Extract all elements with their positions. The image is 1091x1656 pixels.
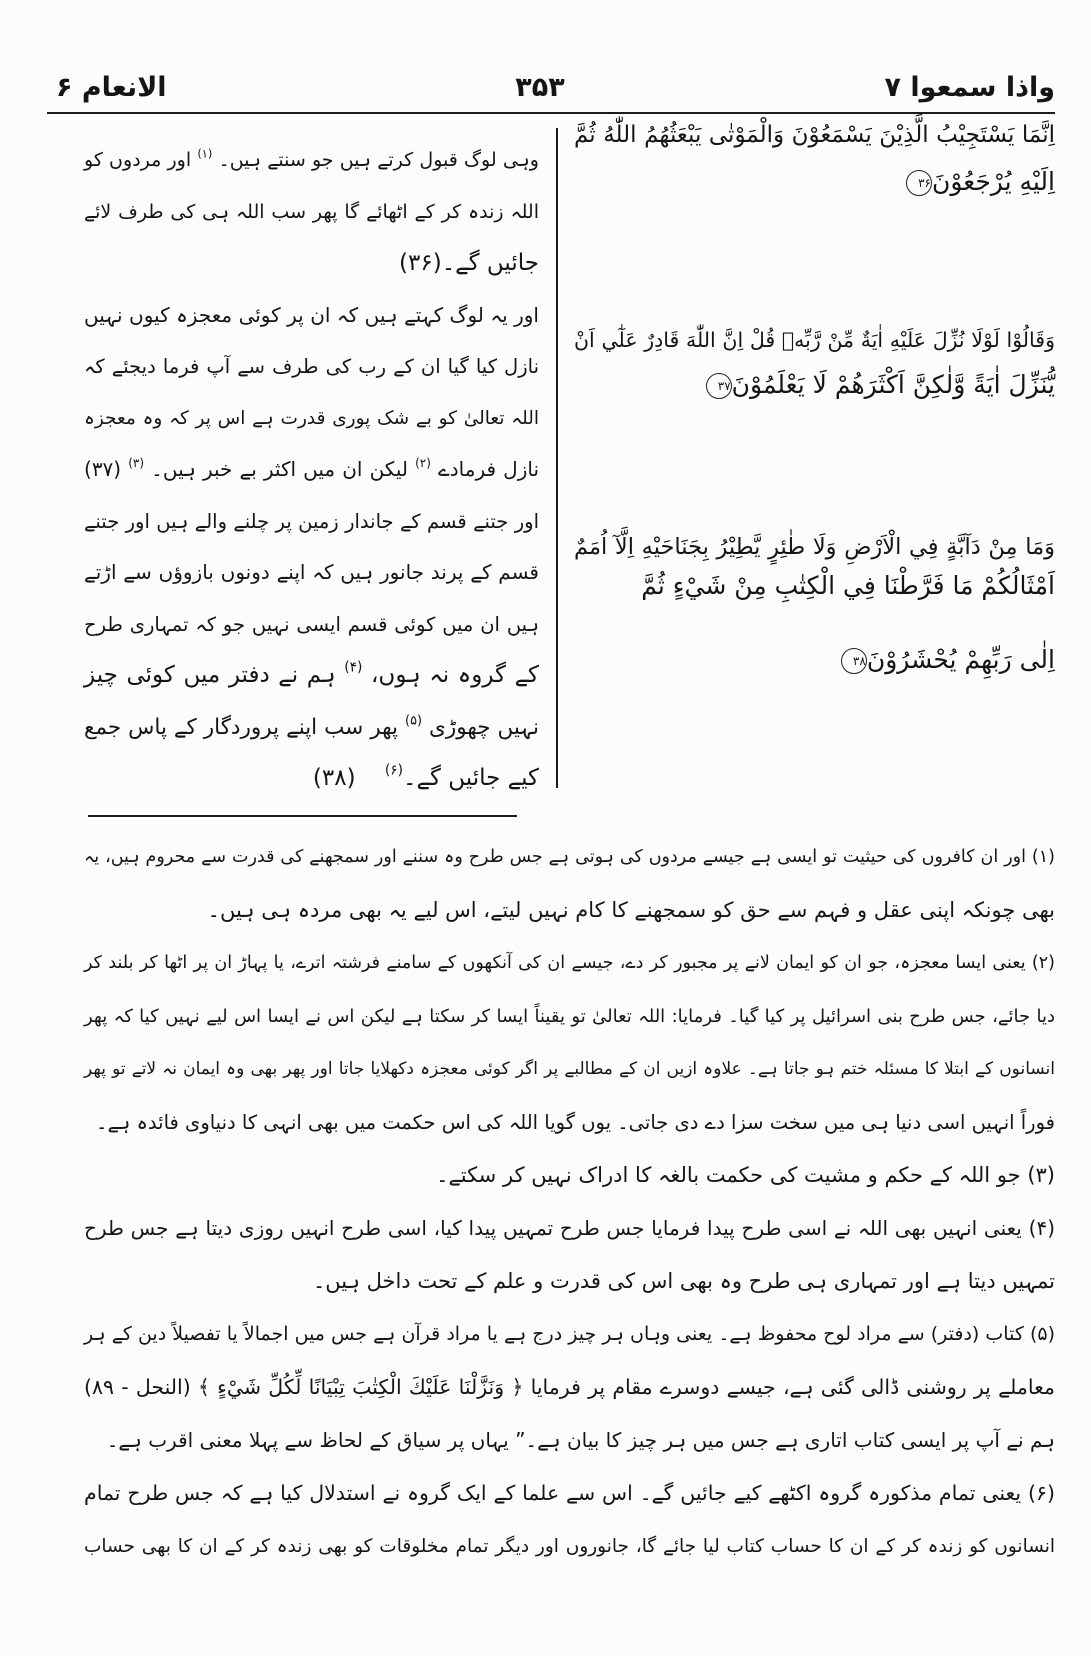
footnote-ref: (۵) <box>405 712 423 728</box>
verse-text: يُّنَزِّلَ اٰيَةً وَّلٰكِنَّ اَكْثَرَهُمْ لَا يَعْلَمُوْنَ <box>731 370 1055 399</box>
footnote-line-3: (۲) یعنی ایسا معجزہ، جو ان کو ایمان لانے پر مجبور کر دے، جیسے ان کی آنکھوں کے سامنے فرشتہ اترے، یا پہاڑ ان پر اٹھا کر بلند کر <box>84 953 1055 973</box>
translation-line-7 <box>84 444 539 496</box>
verse-38-line-2: اَمْثَالُكُمْ مَا فَرَّطْنَا فِي الْكِتٰبِ مِنْ شَيْءٍ ثُمَّ <box>641 571 1055 600</box>
footnotes <box>84 831 1055 1573</box>
verse-text: اِلٰى رَبِّهِمْ يُحْشَرُوْنَ <box>866 645 1055 674</box>
translation-text: وہی لوگ قبول کرتے ہیں جو سنتے ہیں۔ <box>218 149 539 171</box>
running-head-surah-name: الانعام ۶ <box>56 72 167 103</box>
footnote-line-8: (۴) یعنی انہیں بھی اللہ نے اسی طرح پیدا فرمایا جس طرح تمہیں پیدا کیا، اسی طرح انہیں روزی دیتا ہے جس طرح <box>84 1216 1055 1240</box>
footnote-ref: (۲) <box>415 456 431 470</box>
translation-line-8: اور جتنے قسم کے جاندار زمین پر چلنے والے ہیں اور جتنے <box>84 509 539 533</box>
translation-text: نازل فرمادے <box>438 457 540 481</box>
translation-text: ہم نے دفتر میں کوئی چیز <box>84 662 336 688</box>
footnote-line-12: ہم نے آپ پر ایسی کتاب اتاری ہے جس میں ہر چیز کا بیان ہے۔” یہاں پر سیاق کے لحاظ سے پہلا معنی اقرب ہے۔ <box>106 1428 1055 1452</box>
footnote-line-2: بھی چونکہ اپنی عقل و فہم سے حق کو سمجھنے کا کام نہیں لیتے، اس لیے یہ بھی مردہ ہی ہیں۔ <box>207 898 1055 922</box>
footnote-line-10: (۵) کتاب (دفتر) سے مراد لوح محفوظ ہے۔ یعنی وہاں ہر چیز درج ہے یا مراد قرآن ہے جس میں اجمالاً یا تفصیلاً دین کے ہر <box>84 1323 1055 1345</box>
verse-38-line-1: وَمَا مِنْ دَآبَّةٍ فِي الْاَرْضِ وَلَا طٰئِرٍ يَّطِيْرُ بِجَنَاحَيْهِ اِلَّآ اُمَمٌ <box>574 534 1055 560</box>
translation-text: پھر سب اپنے پروردگار کے پاس جمع <box>84 714 399 740</box>
footnote-line-14: انسانوں کو زندہ کر کے ان کا حساب کتاب لیا جائے گا، جانوروں اور دیگر تمام مخلوقات کو بھی زندہ کر کے ان کا بھی حساب <box>84 1536 1055 1557</box>
footnote-ref: (۶) <box>384 762 404 779</box>
verse-number-marker: ۳۸ <box>841 648 867 674</box>
translation-text: کے گروہ نہ ہوں، <box>371 662 540 688</box>
translation-line-2: اللہ زندہ کر کے اٹھائے گا پھر سب اللہ ہی کی طرف لائے <box>84 200 539 223</box>
column-divider <box>556 128 558 788</box>
translation-line-11 <box>84 650 539 702</box>
footnote-line-4: دیا جائے، جس طرح بنی اسرائیل پر کیا گیا۔ فرمایا: اللہ تعالیٰ تو یقیناً ایسا کر سکتا ہے لیکن اس نے ایسا اس لیے نہیں کیا کہ پھر <box>84 1006 1055 1027</box>
footnote-line-9: تمہیں دیتا ہے اور تمہاری ہی طرح وہ بھی اس کی قدرت و علم کے تحت داخل ہیں۔ <box>312 1269 1055 1293</box>
translation-line-4: اور یہ لوگ کہتے ہیں کہ ان پر کوئی معجزہ کیوں نہیں <box>84 302 539 327</box>
footnote-ref: (۱) <box>197 146 213 161</box>
verse-38-line-3 <box>574 640 1055 680</box>
translation-text: لیکن ان میں اکثر بے خبر ہیں۔ <box>151 457 408 481</box>
footnote-line-5: انسانوں کے ابتلا کا مسئلہ ختم ہو جاتا ہے۔ علاوہ ازیں ان کے مطالبے پر اگر کوئی معجزہ دکھلایا جاتا اور پھر بھی وہ ایمان نہ لاتے تو پھر <box>84 1059 1055 1079</box>
translation-line-13 <box>84 753 539 805</box>
translation-line-1 <box>84 135 539 187</box>
translation-line-6: اللہ تعالیٰ کو بے شک پوری قدرت ہے اس پر کہ وہ معجزہ <box>84 407 539 429</box>
verse-36-line-1: اِنَّمَا يَسْتَجِيْبُ الَّذِيْنَ يَسْمَعُوْنَ وَالْمَوْتٰى يَبْعَثُهُمُ اللّٰهُ ثُمَّ <box>574 122 1055 148</box>
verse-37-line-2 <box>574 365 1055 405</box>
footnote-line-13: (۶) یعنی تمام مذکورہ گروہ اکٹھے کیے جائیں گے۔ اس سے علما کے ایک گروہ نے استدلال کیا ہے کہ جس طرح تمام <box>84 1481 1055 1505</box>
verse-number: (۳۸) <box>312 765 356 791</box>
footnote-separator <box>88 815 517 817</box>
translation-text: اور مردوں کو <box>84 149 192 171</box>
verse-number: (۳۷) <box>84 457 122 481</box>
translation-text: نہیں چھوڑی <box>429 714 539 740</box>
translation-line-5: نازل کیا گیا ان کے رب کی طرف سے آپ فرما دیجئے کہ <box>84 355 539 378</box>
footnote-ref: (۴) <box>344 659 363 676</box>
footnote-line-1: (۱) اور ان کافروں کی حیثیت تو ایسی ہے جیسے مردوں کی ہوتی ہے جس طرح وہ سننے اور سمجھنے کی قدرت سے محروم ہیں، یہ <box>84 847 1055 867</box>
translation-line-9: قسم کے پرند جانور ہیں کہ اپنے دونوں بازوؤں سے اڑتے <box>84 560 539 584</box>
footnote-line-7: (۳) جو اللہ کے حکم و مشیت کی حکمت بالغہ کا ادراک نہیں کر سکتے۔ <box>436 1163 1055 1187</box>
translation-line-3: جائیں گے۔(۳۶) <box>399 250 539 276</box>
translation-column <box>84 135 539 805</box>
translation-line-12 <box>84 702 539 754</box>
verse-number-marker: ۳۷ <box>706 373 732 399</box>
running-head-part-name: واذا سمعوا ۷ <box>884 72 1055 103</box>
verse-text: اِلَيْهِ يُرْجَعُوْنَ <box>932 167 1055 196</box>
translation-line-10: ہیں ان میں کوئی قسم ایسی نہیں جو کہ تمہاری طرح <box>84 612 539 636</box>
footnote-ref: (۳) <box>128 456 145 470</box>
page-number: ۳۵۳ <box>515 72 565 103</box>
footnote-line-6: فوراً انہیں اسی دنیا ہی میں سخت سزا دے دی جاتی۔ یوں گویا اللہ کی اس حکمت میں بھی انہی کا دنیاوی فائدہ ہے۔ <box>96 1111 1055 1134</box>
translation-text: کیے جائیں گے۔ <box>403 765 539 791</box>
verse-number-marker: ۳۶ <box>906 170 932 196</box>
verse-36-line-2 <box>574 162 1055 202</box>
footnote-line-11: معاملے پر روشنی ڈالی گئی ہے، جیسے دوسرے مقام پر فرمایا ﴿ وَنَزَّلْنَا عَلَيْكَ الْكِتٰبَ تِبْيَانًا لِّكُلِّ شَيْءٍ ﴾ (النحل - ۸۹) <box>84 1375 1055 1399</box>
verse-37-line-1: وَقَالُوْا لَوْلَا نُزِّلَ عَلَيْهِ اٰيَةٌ مِّنْ رَّبِّهٖ قُلْ اِنَّ اللّٰهَ قَادِرٌ عَلٰٓي اَنْ <box>574 328 1055 352</box>
header-rule <box>47 112 1055 114</box>
